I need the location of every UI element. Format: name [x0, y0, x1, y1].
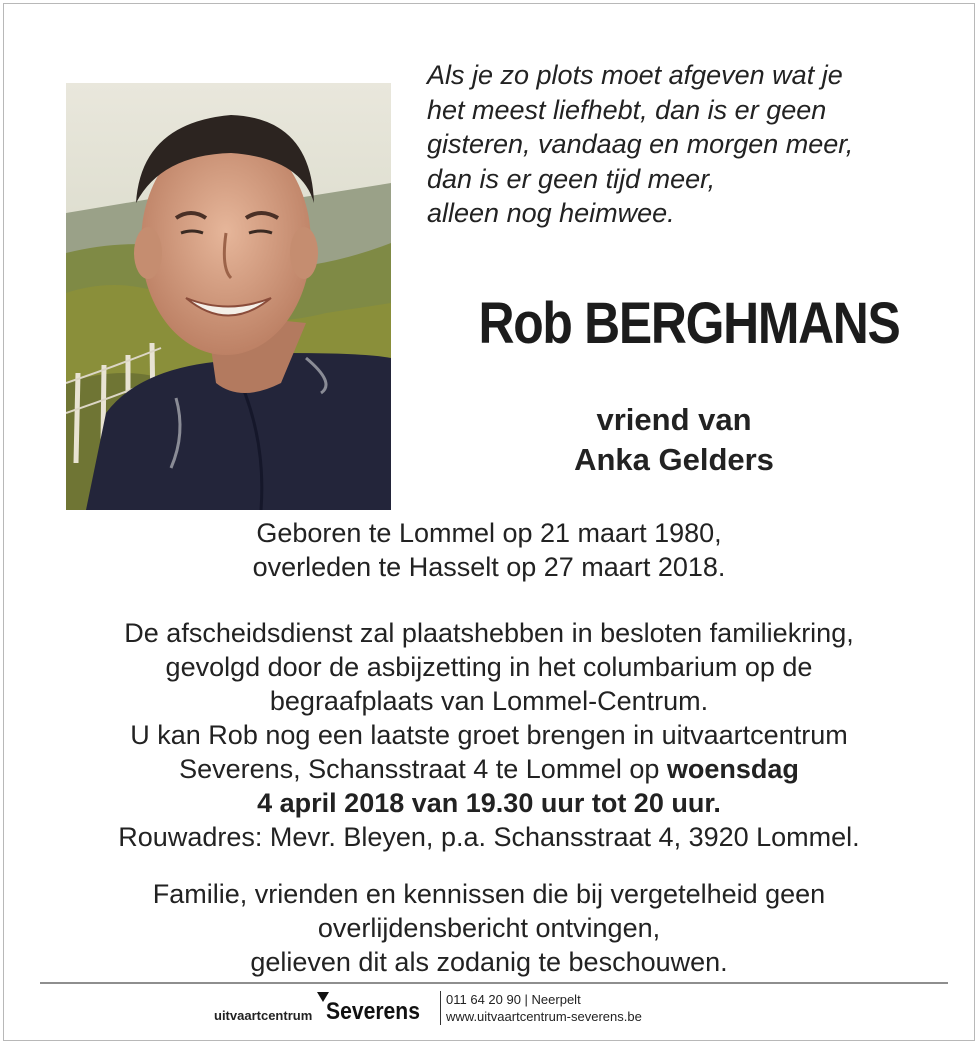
brand-label: uitvaartcentrum [214, 1008, 313, 1023]
service-line: begraafplaats van Lommel-Centrum. [269, 686, 709, 716]
death-line: overleden te Hasselt op 27 maart 2018. [252, 552, 726, 582]
partner-name: Anka Gelders [574, 442, 774, 477]
life-dates [14, 516, 964, 584]
footer-divider [40, 982, 948, 984]
contact-info [440, 991, 642, 1025]
service-line: De afscheidsdienst zal plaatshebben in besloten familiekring, [124, 618, 854, 648]
notice-line: overlijdensbericht ontvingen, [317, 913, 661, 943]
poem-line: Als je zo plots moet afgeven wat je [427, 60, 843, 90]
notice-block [14, 877, 964, 979]
deceased-name: Rob BERGHMANS [478, 291, 900, 356]
service-location: Severens, Schansstraat 4 te Lommel op [179, 754, 667, 784]
poem-line: het meest liefhebt, dan is er geen [427, 94, 827, 125]
obituary-card [3, 3, 975, 1041]
funeral-home-footer [214, 989, 774, 1033]
service-line: U kan Rob nog een laatste groet brengen in uitvaartcentrum [130, 720, 848, 750]
phone-line: 011 64 20 90 | Neerpelt [446, 992, 581, 1007]
service-details [14, 616, 964, 854]
service-line [14, 752, 964, 786]
relation-block [474, 400, 874, 480]
portrait-photo [66, 83, 391, 510]
poem-line: alleen nog heimwee. [427, 198, 675, 228]
brand-name: Severens [326, 998, 420, 1025]
service-day: woensdag [666, 754, 799, 784]
relation-line: vriend van [596, 402, 752, 437]
poem-line: dan is er geen tijd meer, [427, 163, 716, 194]
memorial-poem [427, 58, 967, 231]
website-link[interactable]: www.uitvaartcentrum-severens.be [446, 1009, 642, 1024]
birth-line: Geboren te Lommel op 21 maart 1980, [256, 518, 722, 548]
service-line [14, 786, 964, 820]
notice-line: Familie, vrienden en kennissen die bij vergetelheid geen [152, 879, 826, 909]
service-datetime: 4 april 2018 van 19.30 uur tot 20 uur. [257, 788, 721, 818]
service-line: gevolgd door de asbijzetting in het columbarium op de [165, 652, 813, 682]
notice-line: gelieven dit als zodanig te beschouwen. [250, 947, 728, 977]
poem-line: gisteren, vandaag en morgen meer, [427, 129, 854, 159]
mourning-address: Rouwadres: Mevr. Bleyen, p.a. Schansstraat 4, 3920 Lommel. [118, 822, 860, 852]
portrait-illustration [66, 83, 391, 510]
